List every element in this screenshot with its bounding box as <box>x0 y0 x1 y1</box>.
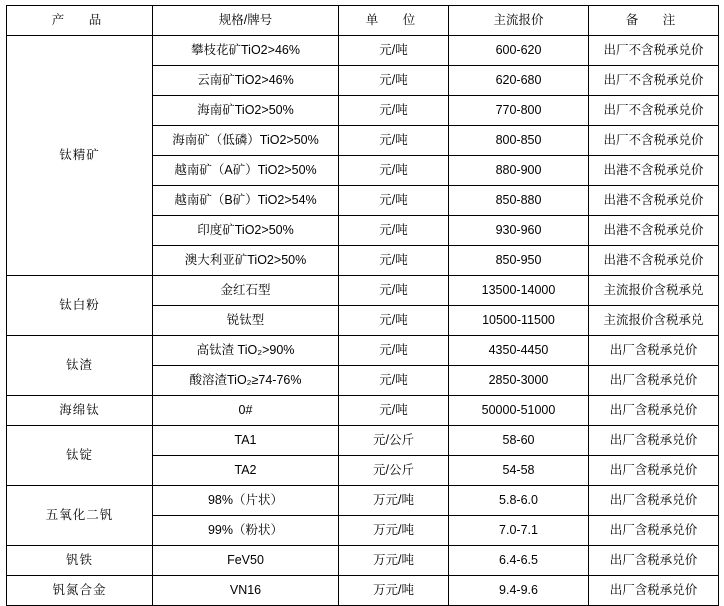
spec-cell: 金红石型 <box>153 276 339 306</box>
spec-cell: 0# <box>153 396 339 426</box>
spec-cell: 高钛渣 TiO₂>90% <box>153 336 339 366</box>
table-row <box>7 36 719 66</box>
unit-cell: 万元/吨 <box>339 516 449 546</box>
remark-cell: 出厂不含税承兑价 <box>589 36 719 66</box>
price-cell: 50000-51000 <box>449 396 589 426</box>
table-row <box>7 486 719 516</box>
column-header-unit: 单 位 <box>339 6 449 36</box>
spec-cell: 印度矿TiO2>50% <box>153 216 339 246</box>
product-group-cell: 钛精矿 <box>7 36 153 276</box>
price-cell: 6.4-6.5 <box>449 546 589 576</box>
unit-cell: 万元/吨 <box>339 486 449 516</box>
spec-cell: 98%（片状） <box>153 486 339 516</box>
unit-cell: 元/吨 <box>339 306 449 336</box>
unit-cell: 元/吨 <box>339 96 449 126</box>
spec-cell: 99%（粉状） <box>153 516 339 546</box>
unit-cell: 元/吨 <box>339 126 449 156</box>
spec-cell: TA1 <box>153 426 339 456</box>
table-row <box>7 396 719 426</box>
remark-cell: 出厂含税承兑价 <box>589 456 719 486</box>
remark-cell: 主流报价含税承兑 <box>589 306 719 336</box>
price-cell: 600-620 <box>449 36 589 66</box>
price-cell: 54-58 <box>449 456 589 486</box>
price-cell: 10500-11500 <box>449 306 589 336</box>
spec-cell: 越南矿（A矿）TiO2>50% <box>153 156 339 186</box>
remark-cell: 出厂含税承兑价 <box>589 546 719 576</box>
table-header-row <box>7 6 719 36</box>
product-group-cell: 海绵钛 <box>7 396 153 426</box>
price-cell: 800-850 <box>449 126 589 156</box>
column-header-price: 主流报价 <box>449 6 589 36</box>
unit-cell: 元/吨 <box>339 276 449 306</box>
remark-cell: 出厂含税承兑价 <box>589 486 719 516</box>
unit-cell: 元/吨 <box>339 216 449 246</box>
price-cell: 930-960 <box>449 216 589 246</box>
table-row <box>7 336 719 366</box>
table-row <box>7 546 719 576</box>
remark-cell: 出港不含税承兑价 <box>589 156 719 186</box>
remark-cell: 出厂含税承兑价 <box>589 396 719 426</box>
product-group-cell: 钒铁 <box>7 546 153 576</box>
remark-cell: 出港不含税承兑价 <box>589 246 719 276</box>
price-cell: 770-800 <box>449 96 589 126</box>
unit-cell: 元/吨 <box>339 156 449 186</box>
unit-cell: 元/吨 <box>339 36 449 66</box>
unit-cell: 元/吨 <box>339 396 449 426</box>
unit-cell: 万元/吨 <box>339 546 449 576</box>
price-cell: 13500-14000 <box>449 276 589 306</box>
table-row <box>7 426 719 456</box>
unit-cell: 元/吨 <box>339 246 449 276</box>
spec-cell: TA2 <box>153 456 339 486</box>
product-group-cell: 钛渣 <box>7 336 153 396</box>
spec-cell: 攀枝花矿TiO2>46% <box>153 36 339 66</box>
remark-cell: 出港不含税承兑价 <box>589 186 719 216</box>
unit-cell: 万元/吨 <box>339 576 449 606</box>
product-group-cell: 五氧化二钒 <box>7 486 153 546</box>
table-row <box>7 276 719 306</box>
price-cell: 9.4-9.6 <box>449 576 589 606</box>
spec-cell: 海南矿（低磷）TiO2>50% <box>153 126 339 156</box>
remark-cell: 出港不含税承兑价 <box>589 216 719 246</box>
product-group-cell: 钒氮合金 <box>7 576 153 606</box>
column-header-product: 产 品 <box>7 6 153 36</box>
unit-cell: 元/公斤 <box>339 456 449 486</box>
spec-cell: 云南矿TiO2>46% <box>153 66 339 96</box>
remark-cell: 出厂不含税承兑价 <box>589 66 719 96</box>
table-header <box>7 6 719 36</box>
price-cell: 7.0-7.1 <box>449 516 589 546</box>
product-group-cell: 钛锭 <box>7 426 153 486</box>
price-cell: 850-880 <box>449 186 589 216</box>
spec-cell: FeV50 <box>153 546 339 576</box>
price-cell: 880-900 <box>449 156 589 186</box>
remark-cell: 出厂含税承兑价 <box>589 516 719 546</box>
price-table <box>6 5 719 606</box>
unit-cell: 元/吨 <box>339 336 449 366</box>
spec-cell: 锐钛型 <box>153 306 339 336</box>
price-cell: 5.8-6.0 <box>449 486 589 516</box>
price-cell: 2850-3000 <box>449 366 589 396</box>
spec-cell: 澳大利亚矿TiO2>50% <box>153 246 339 276</box>
price-cell: 58-60 <box>449 426 589 456</box>
table-row <box>7 576 719 606</box>
remark-cell: 出厂含税承兑价 <box>589 426 719 456</box>
spec-cell: 海南矿TiO2>50% <box>153 96 339 126</box>
remark-cell: 出厂含税承兑价 <box>589 366 719 396</box>
remark-cell: 出厂不含税承兑价 <box>589 126 719 156</box>
price-cell: 4350-4450 <box>449 336 589 366</box>
price-cell: 850-950 <box>449 246 589 276</box>
table-body <box>7 36 719 606</box>
price-cell: 620-680 <box>449 66 589 96</box>
product-group-cell: 钛白粉 <box>7 276 153 336</box>
unit-cell: 元/吨 <box>339 186 449 216</box>
unit-cell: 元/吨 <box>339 66 449 96</box>
remark-cell: 出厂不含税承兑价 <box>589 96 719 126</box>
spec-cell: 越南矿（B矿）TiO2>54% <box>153 186 339 216</box>
spec-cell: VN16 <box>153 576 339 606</box>
remark-cell: 出厂含税承兑价 <box>589 336 719 366</box>
column-header-remark: 备 注 <box>589 6 719 36</box>
column-header-spec: 规格/牌号 <box>153 6 339 36</box>
remark-cell: 主流报价含税承兑 <box>589 276 719 306</box>
unit-cell: 元/吨 <box>339 366 449 396</box>
remark-cell: 出厂含税承兑价 <box>589 576 719 606</box>
unit-cell: 元/公斤 <box>339 426 449 456</box>
spec-cell: 酸溶渣TiO₂≥74-76% <box>153 366 339 396</box>
